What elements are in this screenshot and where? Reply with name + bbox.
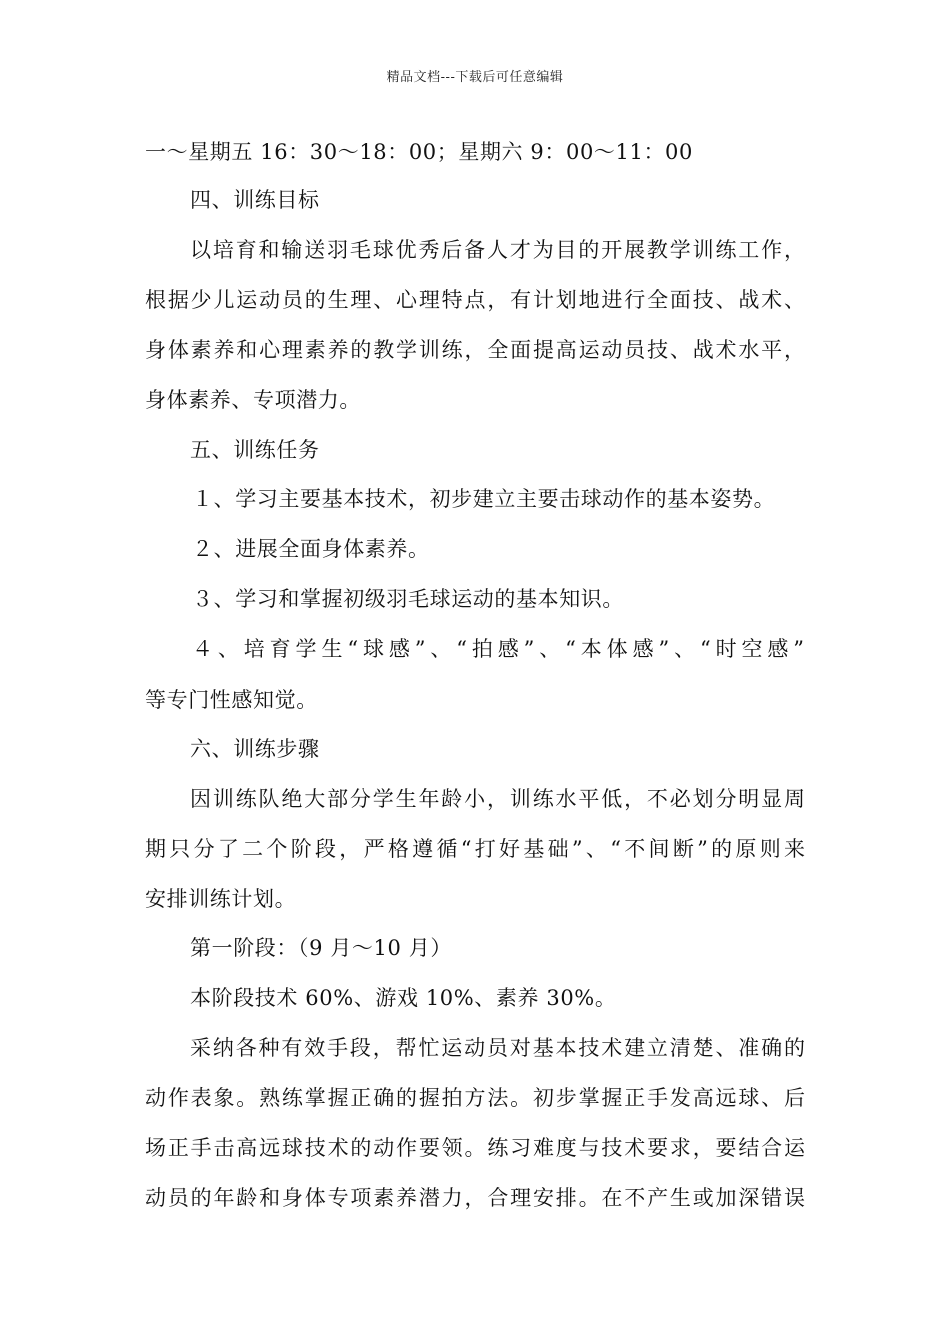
section-heading-6: 六、训练步骤: [190, 737, 320, 761]
page-header: 精品文档---下载后可任意编辑: [386, 70, 564, 85]
task-item-2: ２、进展全面身体素养。: [192, 537, 430, 561]
paragraph-line: 根据少儿运动员的生理、心理特点，有计划地进行全面技、战术、: [145, 288, 805, 312]
paragraph-line: 场正手击高远球技术的动作要领。练习难度与技术要求，要结合运: [145, 1136, 805, 1160]
task-item-1: １、学习主要基本技术，初步建立主要击球动作的基本姿势。: [192, 487, 776, 511]
paragraph-line: 身体素养、专项潜力。: [145, 388, 361, 412]
schedule-line: 一～星期五 16：30～18：00；星期六 9：00～11：00: [145, 140, 693, 164]
section-heading-5: 五、训练任务: [190, 438, 320, 462]
paragraph-line: 采纳各种有效手段，帮忙运动员对基本技术建立清楚、准确的: [190, 1036, 805, 1060]
paragraph-line: 期只分了二个阶段，严格遵循“打好基础”、“不间断”的原则来: [145, 837, 805, 861]
task-item-4: ４、培育学生“球感”、“拍感”、“本体感”、“时空感”: [192, 637, 804, 661]
paragraph-line: 安排训练计划。: [145, 887, 297, 911]
paragraph-line: 以培育和输送羽毛球优秀后备人才为目的开展教学训练工作，: [190, 238, 805, 262]
stage-heading: 第一阶段：（9 月～10 月）: [190, 936, 452, 960]
task-item-4-continued: 等专门性感知觉。: [145, 688, 318, 712]
task-item-3: ３、学习和掌握初级羽毛球运动的基本知识。: [192, 587, 624, 611]
stage-ratio: 本阶段技术 60%、游戏 10%、素养 30%。: [190, 986, 617, 1010]
section-heading-4: 四、训练目标: [190, 188, 320, 212]
paragraph-line: 动员的年龄和身体专项素养潜力，合理安排。在不产生或加深错误: [145, 1186, 805, 1210]
paragraph-line: 身体素养和心理素养的教学训练，全面提高运动员技、战术水平，: [145, 338, 805, 362]
paragraph-line: 动作表象。熟练掌握正确的握拍方法。初步掌握正手发高远球、后: [145, 1086, 805, 1110]
paragraph-line: 因训练队绝大部分学生年龄小，训练水平低，不必划分明显周: [190, 787, 805, 811]
